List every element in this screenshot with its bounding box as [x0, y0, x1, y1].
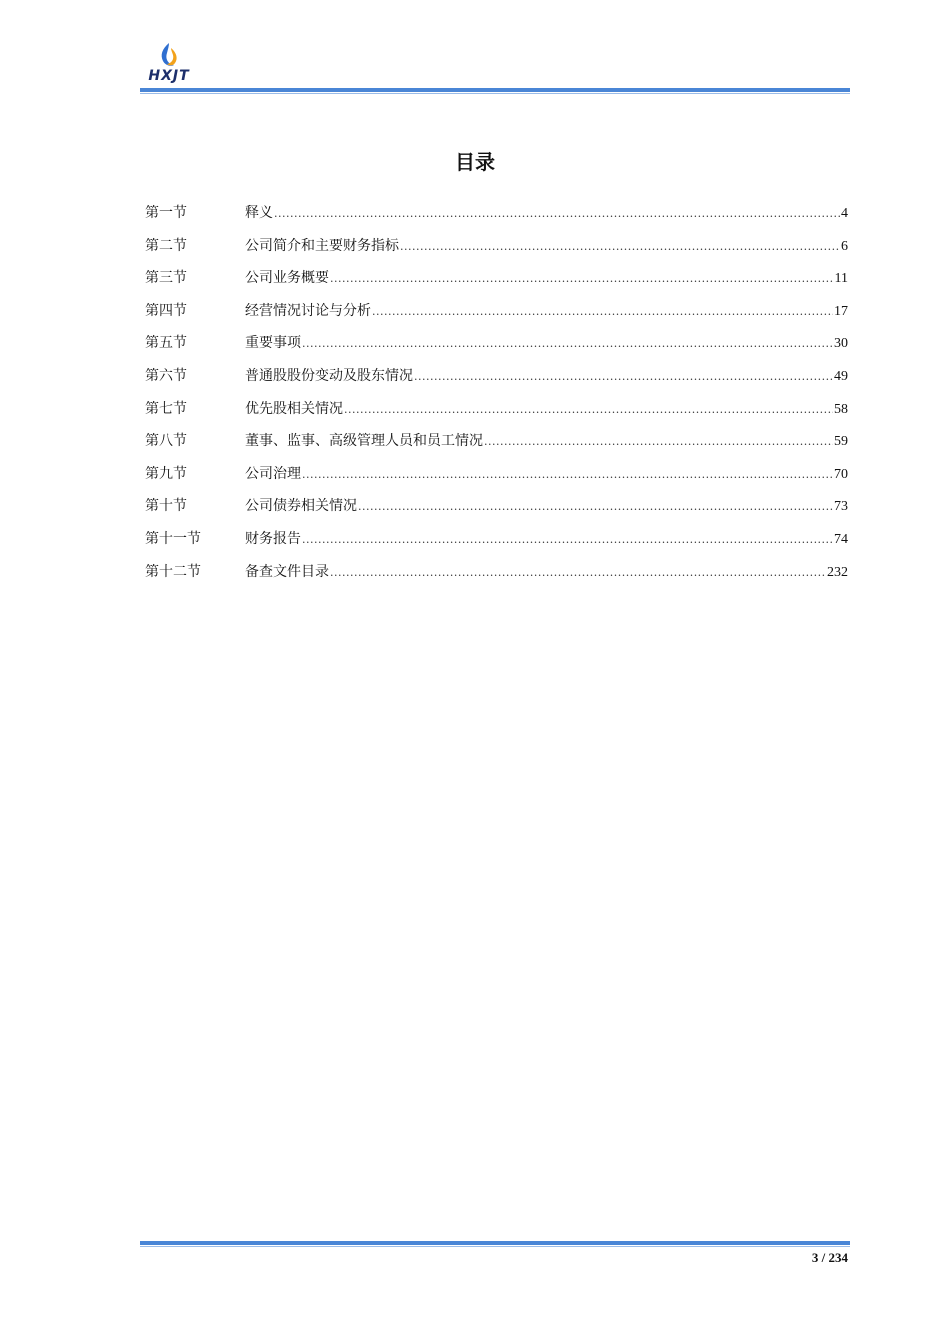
toc-page-number: 49	[834, 368, 848, 384]
toc-section-name: 普通股股份变动及股东情况	[245, 367, 413, 384]
toc-section-name: 释义	[245, 205, 273, 221]
toc-page-number: 232	[827, 564, 848, 580]
toc-section-name: 公司简介和主要财务指标	[245, 237, 399, 254]
toc-section-name: 经营情况讨论与分析	[245, 302, 371, 319]
toc-page-number: 6	[841, 238, 848, 254]
toc-leader-dots	[302, 462, 833, 488]
toc-page-number: 17	[834, 303, 848, 319]
toc-entry[interactable]	[145, 363, 848, 396]
table-of-contents	[145, 200, 848, 591]
toc-leader-dots	[400, 234, 840, 260]
header-rule-thin	[140, 93, 850, 94]
toc-section-name: 公司债券相关情况	[245, 498, 357, 515]
toc-leader-dots	[372, 299, 833, 325]
toc-entry[interactable]	[145, 526, 848, 559]
toc-leader-dots	[414, 364, 833, 390]
toc-section-number: 第九节	[145, 465, 187, 482]
logo-text: HXJT	[148, 68, 190, 84]
toc-entry[interactable]	[145, 330, 848, 363]
toc-leader-dots	[274, 201, 840, 227]
toc-title: 目录	[455, 150, 495, 174]
toc-section-number: 第十二节	[145, 563, 201, 580]
toc-section-number: 第五节	[145, 335, 187, 352]
toc-leader-dots	[302, 331, 833, 357]
toc-entry[interactable]	[145, 200, 848, 233]
toc-page-number: 74	[834, 531, 848, 547]
toc-section-number: 第二节	[145, 237, 187, 254]
toc-section-name: 备查文件目录	[245, 563, 329, 580]
toc-entry[interactable]	[145, 265, 848, 298]
toc-entry[interactable]	[145, 396, 848, 429]
toc-section-name: 公司治理	[245, 465, 301, 482]
toc-page-number: 4	[841, 206, 848, 221]
toc-leader-dots	[358, 494, 833, 520]
toc-entry[interactable]	[145, 298, 848, 331]
footer-page-number: 3 / 234	[811, 1250, 848, 1265]
footer-rule-thin	[140, 1246, 850, 1247]
toc-leader-dots	[484, 429, 833, 455]
toc-page-number: 59	[834, 434, 848, 450]
footer-rule	[140, 1241, 850, 1245]
toc-leader-dots	[330, 266, 834, 292]
flame-drop-logo-icon	[158, 42, 180, 68]
toc-page-number: 70	[834, 466, 848, 482]
toc-section-number: 第六节	[145, 367, 187, 384]
toc-section-number: 第四节	[145, 302, 187, 319]
toc-leader-dots	[330, 560, 826, 586]
company-logo	[140, 42, 198, 88]
toc-entry[interactable]	[145, 559, 848, 592]
toc-page-number: 11	[834, 271, 848, 287]
toc-section-number: 第十节	[145, 498, 187, 515]
toc-page-number: 30	[834, 336, 848, 352]
toc-section-number: 第一节	[145, 205, 187, 221]
toc-entry[interactable]	[145, 233, 848, 266]
toc-leader-dots	[344, 397, 833, 423]
toc-section-name: 重要事项	[245, 335, 301, 352]
header-rule	[140, 88, 850, 92]
toc-entry[interactable]	[145, 461, 848, 494]
toc-entry[interactable]	[145, 493, 848, 526]
toc-section-name: 董事、监事、高级管理人员和员工情况	[245, 433, 483, 450]
toc-leader-dots	[302, 527, 833, 553]
toc-section-number: 第七节	[145, 400, 187, 417]
toc-section-number: 第三节	[145, 270, 187, 287]
toc-entry[interactable]	[145, 428, 848, 461]
toc-section-number: 第十一节	[145, 530, 201, 547]
toc-page-number: 58	[834, 401, 848, 417]
toc-section-name: 财务报告	[245, 530, 301, 547]
toc-section-name: 公司业务概要	[245, 270, 329, 287]
toc-section-name: 优先股相关情况	[245, 400, 343, 417]
toc-page-number: 73	[834, 499, 848, 515]
toc-section-number: 第八节	[145, 433, 187, 450]
